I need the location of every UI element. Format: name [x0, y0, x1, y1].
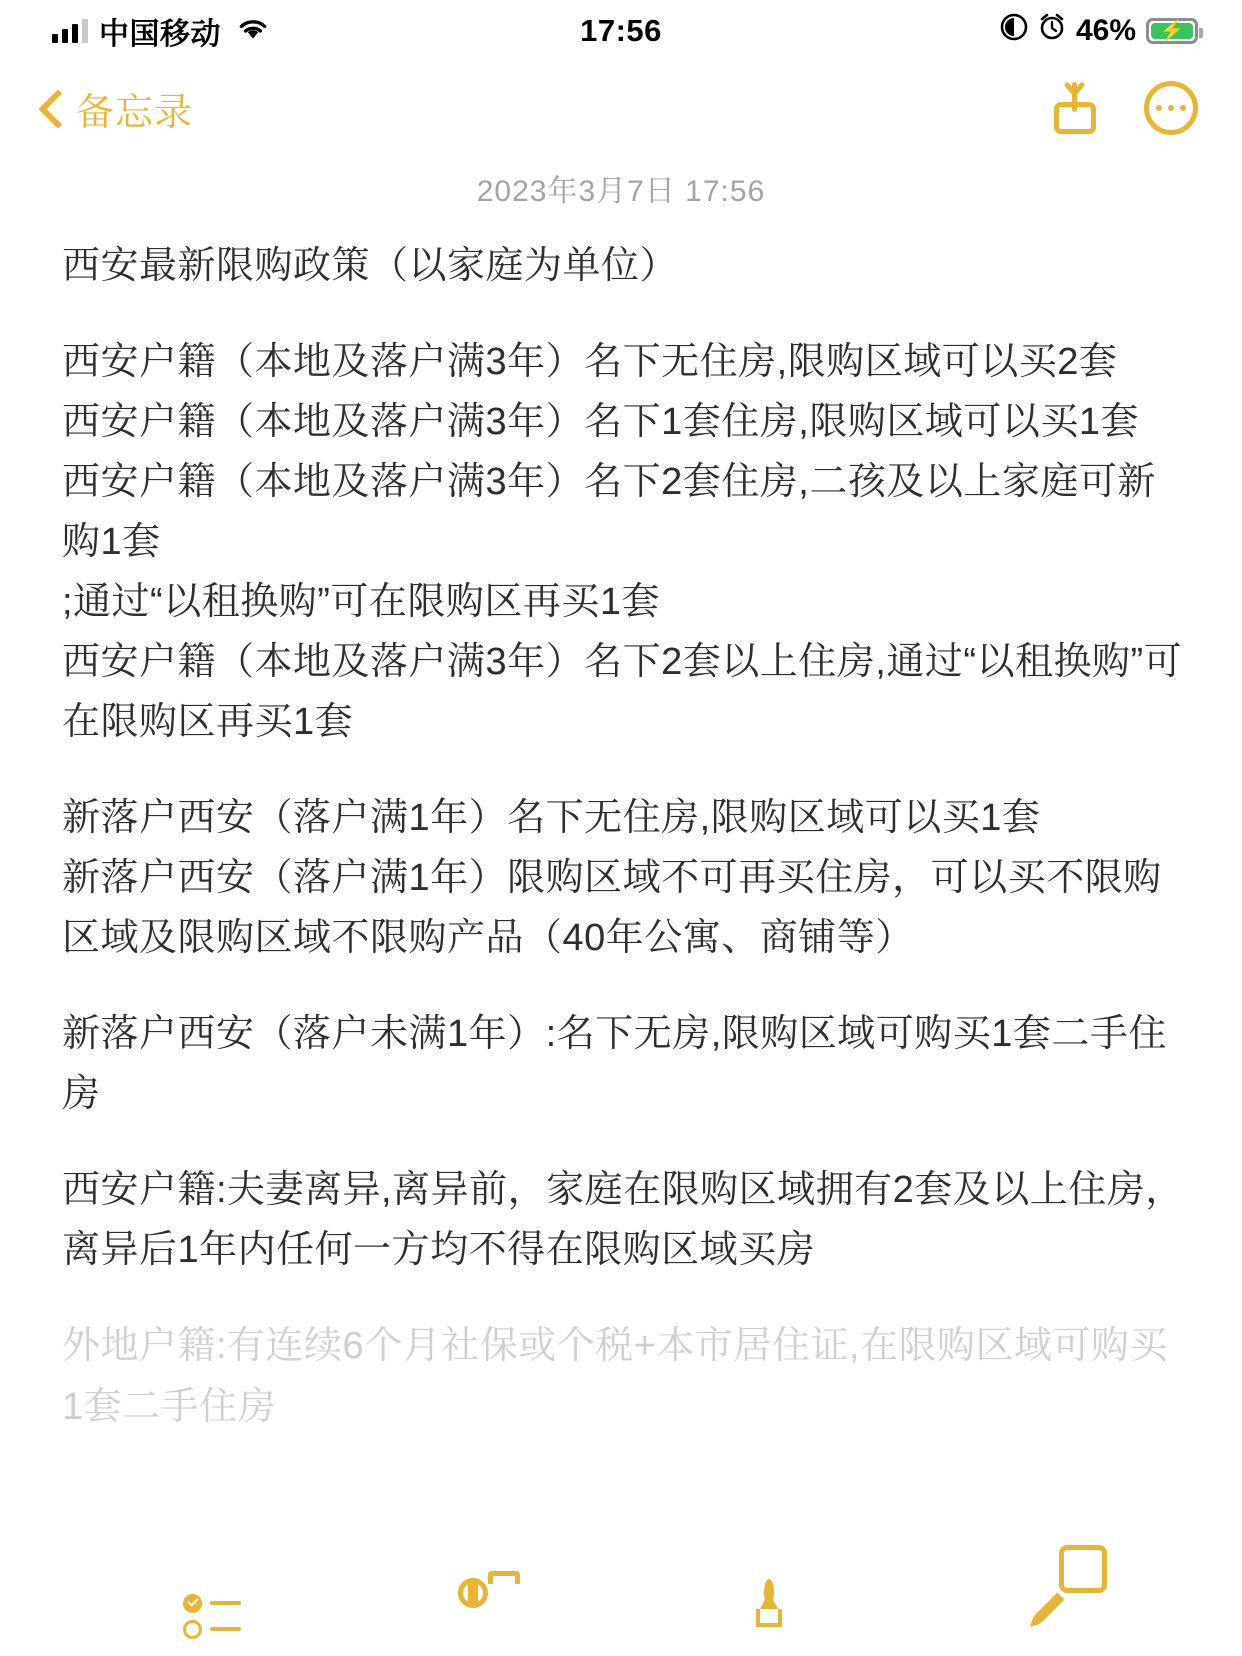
battery-charging-icon: ⚡ — [1146, 18, 1198, 44]
note-line-blank — [62, 752, 1186, 788]
share-icon[interactable] — [1054, 82, 1096, 134]
note-line: ;通过“以租换购”可在限购区再买1套 — [62, 581, 661, 624]
note-line: 西安户籍（本地及落户满3年）名下2套以上住房,通过“以租换购”可在限购区再买1套 — [62, 641, 1183, 744]
more-icon[interactable] — [1144, 81, 1198, 135]
note-line-blank — [62, 1124, 1186, 1160]
markup-icon — [764, 1579, 774, 1606]
note-line-blank — [62, 296, 1186, 332]
nav-actions — [1054, 81, 1198, 135]
back-button[interactable] — [40, 81, 193, 136]
camera-button[interactable] — [468, 1584, 478, 1602]
note-line-partially-hidden: 外地户籍:有连续6个月社保或个税+本市居住证,在限购区域可购买1套二手住房 — [62, 1325, 1168, 1428]
chevron-left-icon — [40, 89, 62, 127]
markup-button[interactable] — [764, 1584, 774, 1602]
note-line: 新落户西安（落户未满1年）:名下无房,限购区域可购买1套二手住房 — [62, 1013, 1167, 1116]
note-line-blank — [62, 968, 1186, 1004]
navigation-bar — [0, 62, 1242, 154]
note-line: 新落户西安（落户满1年）限购区域不可再买住房，可以买不限购区域及限购区域不限购产品（40年公寓、商铺等） — [62, 857, 1162, 960]
back-button-label: 备忘录 — [76, 91, 194, 134]
carrier-label: 中国移动 — [99, 18, 221, 51]
note-line: 西安户籍（本地及落户满3年）名下1套住房,限购区域可以买1套 — [62, 401, 1139, 444]
note-text-body[interactable] — [0, 236, 1242, 1437]
note-timestamp: 2023年3月7日 17:56 — [476, 175, 766, 208]
note-line: 西安最新限购政策（以家庭为单位） — [62, 245, 679, 287]
bottom-toolbar — [0, 1530, 1242, 1656]
note-line: 新落户西安（落户满1年）名下无住房,限购区域可以买1套 — [62, 797, 1041, 840]
note-line: 西安户籍（本地及落户满3年）名下2套住房,二孩及以上家庭可新购1套 — [62, 461, 1156, 564]
status-bar-clock: 17:56 — [580, 13, 662, 48]
note-line: 西安户籍（本地及落户满3年）名下无住房,限购区域可以买2套 — [62, 341, 1118, 384]
camera-icon — [468, 1579, 478, 1606]
battery-percent-label: 46% — [1075, 14, 1136, 47]
status-bar — [0, 0, 1242, 62]
note-line: 西安户籍:夫妻离异,离异前，家庭在限购区域拥有2套及以上住房，离异后1年内任何一方均不得在限购区域买房 — [62, 1169, 1184, 1272]
note-line-blank — [62, 1280, 1186, 1316]
